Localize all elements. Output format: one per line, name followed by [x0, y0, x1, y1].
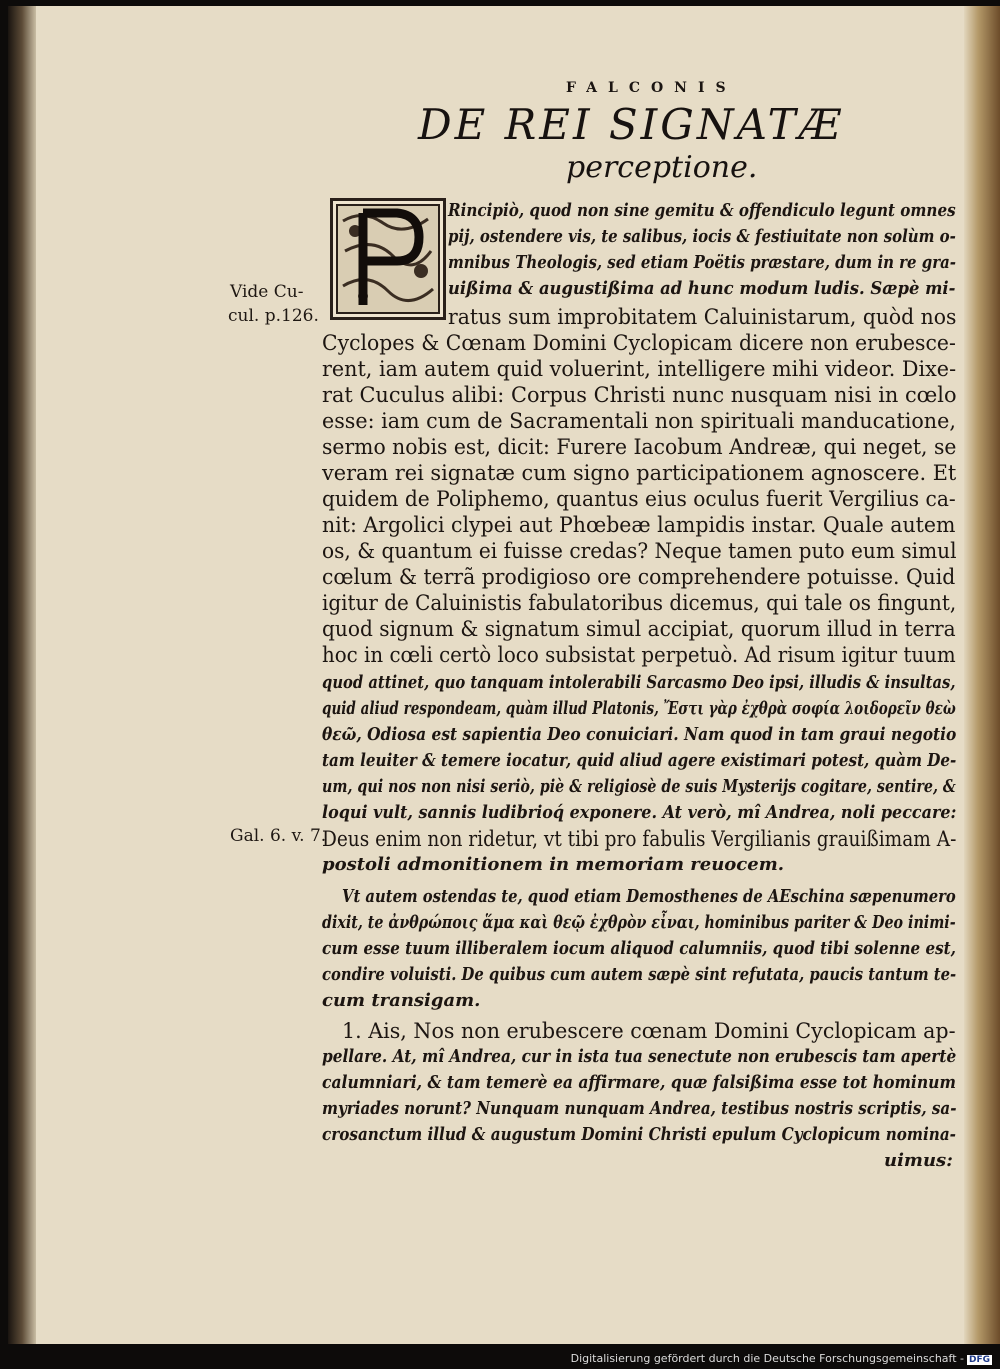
text-line: dixit, te ἀνθρώποις ἅμα καὶ θεῷ ἐχθρὸν εἶναι, hominibus pariter & Deo inimi- — [322, 912, 956, 933]
text-line: 1. Ais, Nos non erubescere cœnam Domini Cyclopicam ap- — [342, 1019, 956, 1043]
text-line: um, qui nos non nisi seriò, piè & religiosè de suis Mysterijs cogitare, sentire, & — [322, 776, 956, 797]
text-line: uimus: — [884, 1150, 953, 1171]
text-line: postoli admonitionem in memoriam reuocem. — [322, 854, 785, 875]
text-line: Deus enim non ridetur, vt tibi pro fabulis Vergilianis grauißimam A- — [322, 827, 957, 851]
text-line: cum transigam. — [322, 990, 481, 1011]
text-line: pellare. At, mî Andrea, cur in ista tua senectute non erubescis tam apertè — [322, 1046, 957, 1067]
page-edge — [964, 6, 1000, 1344]
running-head: FALCONIS — [566, 80, 737, 96]
text-line: condire voluisti. De quibus cum autem sæpè sint refutata, paucis tantum te- — [322, 964, 957, 985]
text-line: Rincipiò, quod non sine gemitu & offendiculo legunt omnes — [448, 200, 956, 221]
text-line: rent, iam autem quid voluerint, intelligere mihi videor. Dixe- — [322, 357, 957, 381]
text-line: myriades norunt? Nunquam nunquam Andrea, testibus nostris scriptis, sa- — [322, 1098, 957, 1119]
page-subtitle: perceptione. — [566, 150, 758, 185]
text-line: os, & quantum ei fuisse credas? Neque tamen puto eum simul — [322, 539, 957, 563]
spine-shadow — [8, 6, 36, 1344]
dfg-logo: DFG — [968, 1355, 990, 1365]
text-line: quidem de Poliphemo, quantus eius oculus fuerit Vergilius ca- — [322, 487, 956, 511]
text-line: pij, ostendere vis, te salibus, iocis & festiuitate non solùm o- — [448, 226, 956, 247]
text-line: ratus sum improbitatem Caluinistarum, quòd nos — [448, 305, 957, 329]
text-line: loqui vult, sannis ludibrioq́ exponere. At verò, mî Andrea, noli peccare: — [322, 802, 957, 823]
text-line: cum esse tuum illiberalem iocum aliquod calumniis, quod tibi solenne est, — [322, 938, 956, 959]
text-line: igitur de Caluinistis fabulatoribus dicemus, qui tale os fingunt, — [322, 591, 957, 615]
text-line: esse: iam cum de Sacramentali non spirituali manducatione, — [322, 409, 956, 433]
text-line: rat Cuculus alibi: Corpus Christi nunc nusquam nisi in cœlo — [322, 383, 957, 407]
marginal-note-line: cul. p.126. — [228, 306, 319, 326]
text-line: Vt autem ostendas te, quod etiam Demosthenes de AEschina sæpenumero — [342, 886, 956, 907]
digitization-credit — [571, 1352, 992, 1365]
text-line: crosanctum illud & augustum Domini Christi epulum Cyclopicum nomina- — [322, 1124, 956, 1145]
text-line: sermo nobis est, dicit: Furere Iacobum Andreæ, qui neget, se — [322, 435, 957, 459]
text-line: nit: Argolici clypei aut Phœbeæ lampidis instar. Quale autem — [322, 513, 956, 537]
text-line: mnibus Theologis, sed etiam Poëtis præstare, dum in re gra- — [448, 252, 956, 273]
text-line: quid aliud respondeam, quàm illud Platonis, Ἔστι γὰρ ἐχθρὰ σοφία λοιδορεῖν θεὼ — [322, 698, 956, 719]
text-line: veram rei signatæ cum signo participationem agnoscere. Et — [322, 461, 957, 485]
text-line: calumniari, & tam temerè ea affirmare, quæ falsißima esse tot hominum — [322, 1072, 956, 1093]
text-line: Cyclopes & Cœnam Domini Cyclopicam dicere non erubescе- — [322, 331, 956, 355]
marginal-note-line: Vide Cu- — [230, 282, 304, 302]
book-page — [8, 6, 1000, 1344]
text-line: hoc in cœli certò loco subsistat perpetuò. Ad risum igitur tuum — [322, 643, 956, 667]
text-line: uißima & augustißima ad hunc modum ludis. Sæpè mi- — [448, 278, 956, 299]
decorated-initial-p-icon — [330, 198, 446, 320]
text-line: θεῶ, Odiosa est sapientia Deo conuiciari. Nam quod in tam graui negotio — [322, 724, 957, 745]
text-line: cœlum & terrã prodigioso ore comprehendere potuisse. Quid — [322, 565, 956, 589]
credit-text: Digitalisierung gefördert durch die Deutsche Forschungsgemeinschaft - — [570, 1352, 964, 1365]
text-line: tam leuiter & temere iocatur, quid aliud agere existimari potest, quàm De- — [322, 750, 957, 771]
page-title: DE REI SIGNATÆ — [418, 100, 844, 149]
text-line: quod signum & signatum simul accipiat, quorum illud in terra — [322, 617, 956, 641]
marginal-note: Gal. 6. v. 7. — [230, 826, 327, 846]
text-line: quod attinet, quo tanquam intolerabili Sarcasmo Deo ipsi, illudis & insultas, — [322, 672, 956, 693]
